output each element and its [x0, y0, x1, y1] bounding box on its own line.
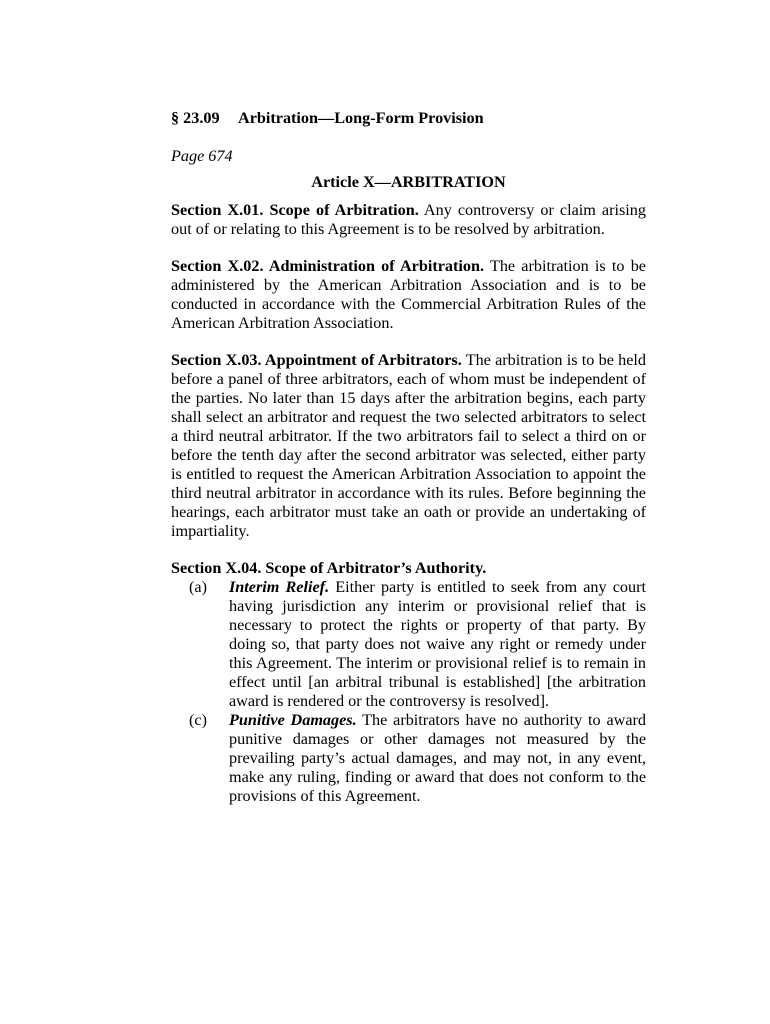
- list-item-text: Either party is entitled to seek from any court having jurisdiction any interim or provisional relief that is necessary to protect the rights or property of that party. By doing so, that party does not waive any right or remedy under this Agreement. The interim or provisional relief is to remain in effect until [an arbitral tribunal is established] [the arbitration award is rendered or the controversy is resolved].: [229, 578, 646, 710]
- list-item-term: Interim Relief.: [229, 578, 330, 596]
- section-x01-heading: Section X.01. Scope of Arbitration.: [171, 201, 419, 219]
- page-reference: Page 674: [171, 147, 233, 165]
- list-item-text: The arbitrators have no authority to award punitive damages or other damages not measured by the prevailing party’s actual damages, and may not, in any event, make any ruling, finding or award that does not conform to the provisions of this Agreement.: [229, 711, 646, 805]
- article-title: Article X—ARBITRATION: [311, 173, 506, 191]
- document-page: [171, 108, 646, 806]
- list-item-body: [229, 578, 646, 711]
- section-heading: [171, 108, 646, 128]
- list-item-body: [229, 711, 646, 806]
- section-x04: [171, 559, 646, 806]
- section-x01: [171, 201, 646, 239]
- section-x04-heading: Section X.04. Scope of Arbitrator’s Authority.: [171, 559, 487, 577]
- section-x03-text: The arbitration is to be held before a panel of three arbitrators, each of whom must be independent of the parties. No later than 15 days after the arbitration begins, each party shall select an arbitrator and request the two selected arbitrators to select a third neutral arbitrator. If the two arbitrators fail to select a third on or before the tenth day after the second arbitrator was selected, either party is entitled to request the American Arbitration Association to appoint the third neutral arbitrator in accordance with its rules. Before beginning the hearings, each arbitrator must take an oath or provide an undertaking of impartiality.: [171, 351, 646, 540]
- section-x02-text: The arbitration is to be administered by the American Arbitration Association and is to be conducted in accordance with the Commercial Arbitration Rules of the American Arbitration Association.: [171, 257, 646, 332]
- list-item-interim-relief: [171, 578, 646, 711]
- list-item-label: (c): [189, 711, 207, 729]
- section-x03: [171, 351, 646, 541]
- section-x02-heading: Section X.02. Administration of Arbitration.: [171, 257, 485, 275]
- section-number: § 23.09: [171, 109, 220, 127]
- list-item-label: (a): [189, 578, 207, 596]
- section-x03-heading: Section X.03. Appointment of Arbitrators.: [171, 351, 462, 369]
- list-item-term: Punitive Damages.: [229, 711, 357, 729]
- section-x01-text: Any controversy or claim arising out of or relating to this Agreement is to be resolved by arbitration.: [171, 201, 646, 238]
- list-item-punitive-damages: [171, 711, 646, 806]
- section-title: Arbitration—Long-Form Provision: [238, 109, 484, 127]
- section-x02: [171, 257, 646, 333]
